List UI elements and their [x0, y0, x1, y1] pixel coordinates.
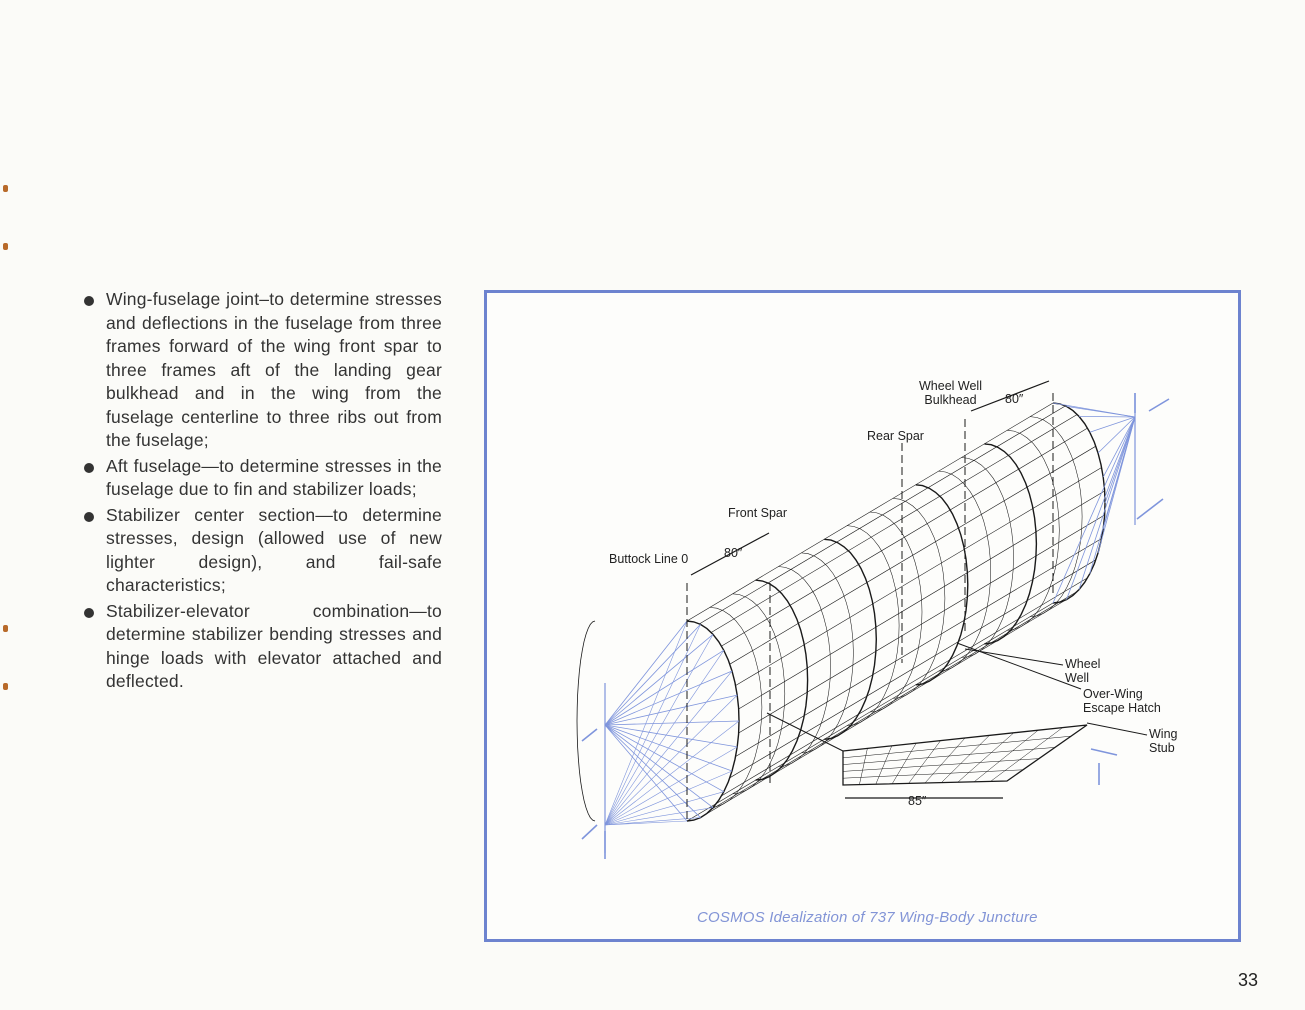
support-line [1053, 417, 1135, 603]
label-over-wing-escape-hatch: Over-Wing Escape Hatch [1083, 687, 1161, 715]
label-dimension-80-left: 80″ [724, 546, 743, 560]
wing-grid-line [909, 741, 941, 784]
label-dimension-80-top: 80″ [1005, 392, 1024, 406]
bullet-item [82, 504, 442, 598]
binding-mark [3, 185, 8, 192]
binding-mark [3, 683, 8, 690]
support-line [1066, 417, 1135, 600]
bullet-text: Stabilizer-elevator combination—to determine stabilizer bending stresses and hinge loads with elevator attached and deflected. [106, 600, 442, 691]
bullet-item [82, 455, 442, 502]
support-line [1103, 417, 1135, 529]
label-buttock-line: Buttock Line 0 [609, 552, 689, 566]
load-arrow [1091, 749, 1117, 755]
bullet-text: Wing-fuselage joint–to determine stresses and deflections in the fuselage from three frames forward of the wing front spar to three frames aft of the landing gear bulkhead and in the wing from the fuselage centerline to three ribs out from the fuselage; [106, 289, 442, 450]
support-line [1079, 416, 1135, 417]
fuselage-wireframe-drawing [487, 293, 1238, 939]
bullet-dot [84, 296, 94, 306]
wing-grid-line [991, 728, 1063, 782]
wing-grid-line [843, 759, 1039, 772]
figure-caption: COSMOS Idealization of 737 Wing-Body Juncture [697, 909, 1038, 926]
bullet-text: Aft fuselage—to determine stresses in the fuselage due to fin and stabilizer loads; [106, 455, 442, 499]
wing-grid-line [958, 733, 1014, 782]
wing-grid-line [974, 730, 1038, 782]
support-line [605, 634, 713, 825]
support-line [605, 671, 732, 725]
support-line [1079, 417, 1135, 590]
bullet-text: Stabilizer center section—to determine stresses, design (allowed use of new lighter design), and fail-safe characteristics; [106, 504, 442, 595]
support-line [1053, 403, 1135, 417]
support-line [605, 671, 732, 825]
wing-grid-line [843, 770, 1023, 778]
figure-frame [484, 290, 1241, 942]
wing-grid-line [925, 738, 965, 783]
bullet-dot [84, 608, 94, 618]
bullet-item [82, 600, 442, 694]
wing-grid-line [859, 748, 867, 784]
nose-outline [577, 621, 595, 821]
label-rear-spar: Rear Spar [867, 429, 924, 443]
support-line [605, 725, 713, 808]
support-line [605, 650, 724, 725]
label-wheel-well-bulkhead: Wheel Well Bulkhead [919, 379, 982, 407]
binding-mark [3, 625, 8, 632]
support-line [605, 624, 700, 725]
wing-grid-line [843, 747, 1055, 764]
load-arrow [1149, 399, 1169, 411]
support-line [605, 771, 732, 825]
support-line [605, 792, 724, 825]
label-dimension-85: 85″ [908, 794, 927, 808]
bullet-item [82, 288, 442, 453]
wing-grid-line [876, 746, 892, 784]
bullet-list [82, 288, 442, 696]
support-line [1105, 417, 1135, 503]
bullet-dot [84, 463, 94, 473]
support-line [605, 721, 739, 725]
leader-line [1087, 723, 1147, 735]
load-arrow [582, 825, 597, 839]
label-wheel-well: Wheel Well [1065, 657, 1101, 685]
leader-line [957, 643, 1081, 689]
load-arrow [582, 729, 597, 741]
page-number: 33 [1238, 970, 1259, 990]
support-line [605, 747, 737, 825]
load-arrow [1137, 499, 1163, 519]
bullet-dot [84, 512, 94, 522]
wing-root-line [767, 713, 843, 751]
binding-mark [3, 243, 8, 250]
label-front-spar: Front Spar [728, 506, 788, 520]
label-wing-stub: Wing Stub [1149, 727, 1178, 755]
